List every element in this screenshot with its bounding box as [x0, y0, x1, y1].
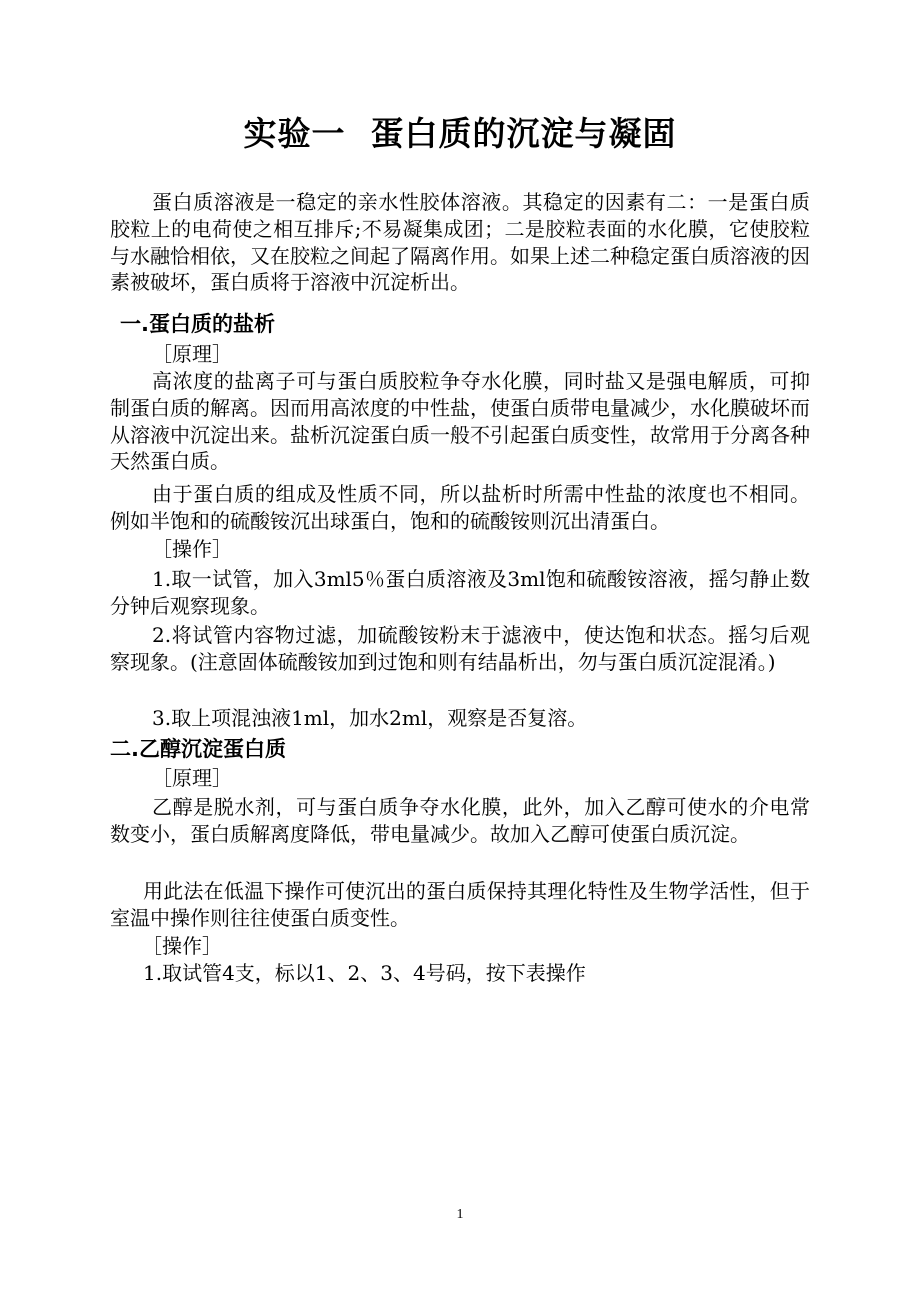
section-1-step-3: 3.取上项混浊液1ml，加水2ml，观察是否复溶。 — [152, 706, 588, 730]
section-1-step-1: 1.取一试管，加入3ml5％蛋白质溶液及3ml饱和硫酸铵溶液，摇匀静止数分钟后观察现象。 — [110, 567, 810, 618]
section-1-operation-label: ［操作］ — [152, 537, 232, 561]
section-2-operation-label: ［操作］ — [142, 934, 222, 958]
intro-paragraph: 蛋白质溶液是一稳定的亲水性胶体溶液。其稳定的因素有二：一是蛋白质胶粒上的电荷使之相互排斥;不易凝集成团；二是胶粒表面的水化膜，它使胶粒与水融恰相依，又在胶粒之间起了隔离作用。如果上述二种稳定蛋白质溶液的因素被破坏，蛋白质将于溶液中沉淀析出。 — [110, 190, 810, 295]
page-number: 1 — [456, 1207, 464, 1222]
section-2-principle-paragraph-1: 乙醇是脱水剂，可与蛋白质争夺水化膜，此外，加入乙醇可使水的介电常数变小，蛋白质解离度降低，带电量减少。故加入乙醇可使蛋白质沉淀。 — [110, 795, 810, 846]
section-1-heading: 一.蛋白质的盐析 — [120, 312, 275, 336]
section-1-principle-label: ［原理］ — [152, 342, 232, 366]
page-title: 实验一 蛋白质的沉淀与凝固 — [243, 114, 677, 153]
section-1-principle-paragraph-2: 由于蛋白质的组成及性质不同，所以盐析时所需中性盐的浓度也不相同。例如半饱和的硫酸铵沉出球蛋白，饱和的硫酸铵则沉出清蛋白。 — [110, 482, 810, 533]
section-2-step-1: 1.取试管4支，标以1、2、3、4号码，按下表操作 — [143, 961, 586, 985]
section-2-heading: 二.乙醇沉淀蛋白质 — [110, 737, 286, 761]
section-2-principle-label: ［原理］ — [152, 766, 232, 790]
section-1-step-2: 2.将试管内容物过滤，加硫酸铵粉末于滤液中，使达饱和状态。摇匀后观察现象。(注意固体硫酸铵加到过饱和则有结晶析出，勿与蛋白质沉淀混淆。) — [110, 623, 810, 674]
section-2-principle-paragraph-2: 用此法在低温下操作可使沉出的蛋白质保持其理化特性及生物学活性，但于室温中操作则往往使蛋白质变性。 — [110, 879, 810, 930]
section-1-principle-paragraph-1: 高浓度的盐离子可与蛋白质胶粒争夺水化膜，同时盐又是强电解质，可抑制蛋白质的解离。因而用高浓度的中性盐，使蛋白质带电量减少，水化膜破坏而从溶液中沉淀出来。盐析沉淀蛋白质一般不引起蛋白质变性，故常用于分离各种天然蛋白质。 — [110, 369, 810, 474]
